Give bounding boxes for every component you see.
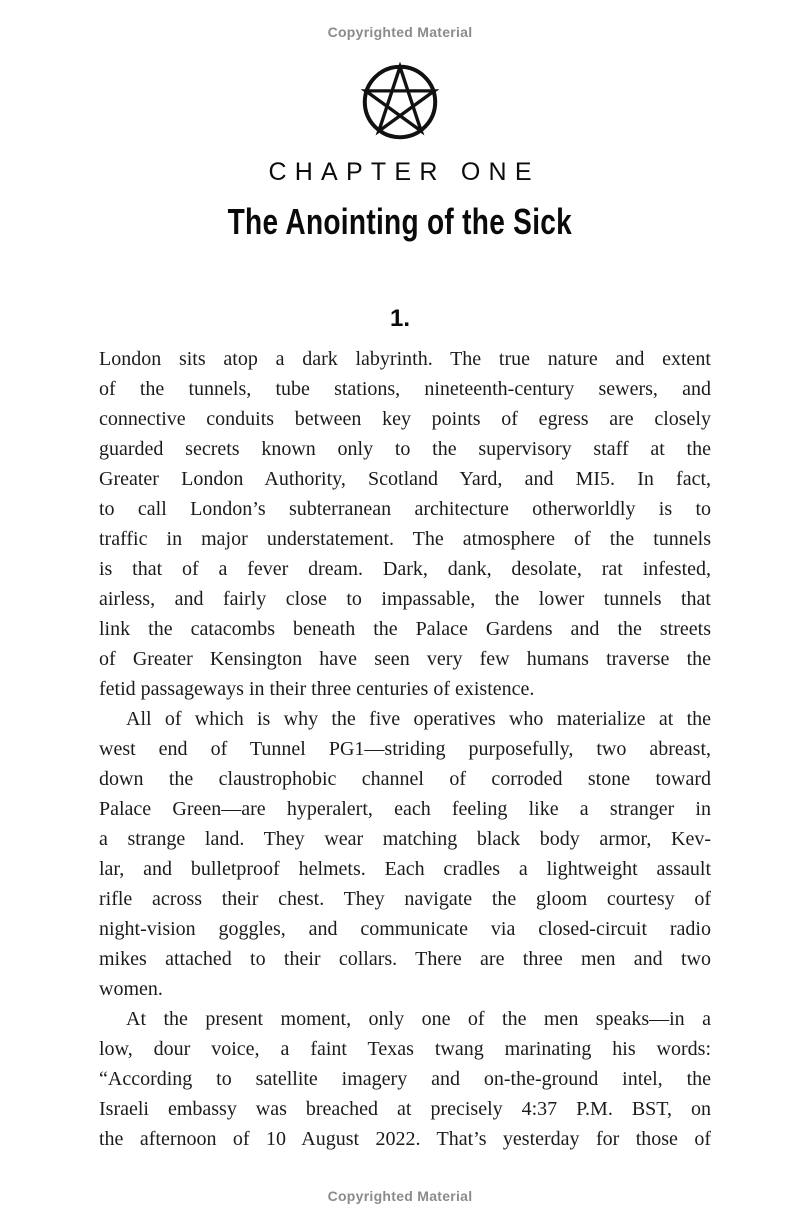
text-line: airless, and fairly close to impassable, the lower tunnels that [99, 588, 711, 610]
text-line: traffic in major understatement. The atmosphere of the tunnels [99, 528, 711, 550]
copyright-notice-top: Copyrighted Material [327, 24, 473, 40]
text-line: Israeli embassy was breached at precisely 4:37 P.M. BST, on [99, 1098, 711, 1120]
text-line: “According to satellite imagery and on-the-ground intel, the [99, 1068, 711, 1090]
text-line: to call London’s subterranean architecture otherworldly is to [99, 498, 711, 520]
text-line: link the catacombs beneath the Palace Gardens and the streets [99, 618, 711, 640]
pentagram-icon [0, 62, 800, 147]
text-line: a strange land. They wear matching black body armor, Kev- [99, 828, 711, 850]
text-line: is that of a fever dream. Dark, dank, desolate, rat infested, [99, 558, 711, 580]
text-line: Palace Green—are hyperalert, each feeling like a stranger in [99, 798, 711, 820]
text-line: night-vision goggles, and communicate via closed-circuit radio [99, 918, 711, 940]
text-line: down the claustrophobic channel of corroded stone toward [99, 768, 711, 790]
text-line: mikes attached to their collars. There are three men and two [99, 948, 711, 970]
text-line: the afternoon of 10 August 2022. That’s yesterday for those of [99, 1128, 711, 1150]
text-line: All of which is why the five operatives who materialize at the [126, 708, 711, 730]
text-line: guarded secrets known only to the supervisory staff at the [99, 438, 711, 460]
text-line: rifle across their chest. They navigate the gloom courtesy of [99, 888, 711, 910]
text-line: Greater London Authority, Scotland Yard, and MI5. In fact, [99, 468, 711, 490]
chapter-kicker: CHAPTER ONE [268, 158, 540, 186]
body-text [99, 344, 711, 1154]
text-line: At the present moment, only one of the men speaks—in a [126, 1008, 711, 1030]
chapter-title [0, 201, 800, 243]
text-line: connective conduits between key points of egress are closely [99, 408, 711, 430]
text-line: lar, and bulletproof helmets. Each cradles a lightweight assault [99, 858, 711, 880]
text-line: of the tunnels, tube stations, nineteenth-century sewers, and [99, 378, 711, 400]
copyright-notice-bottom: Copyrighted Material [327, 1188, 473, 1204]
text-line: fetid passageways in their three centuries of existence. [99, 678, 535, 700]
text-line: west end of Tunnel PG1—striding purposefully, two abreast, [99, 738, 711, 760]
text-line: low, dour voice, a faint Texas twang marinating his words: [99, 1038, 711, 1060]
text-line: of Greater Kensington have seen very few humans traverse the [99, 648, 711, 670]
chapter-title-text: The Anointing of the Sick [227, 201, 573, 242]
section-number: 1. [389, 305, 410, 332]
text-line: London sits atop a dark labyrinth. The true nature and extent [99, 348, 711, 370]
text-line: women. [99, 978, 163, 1000]
